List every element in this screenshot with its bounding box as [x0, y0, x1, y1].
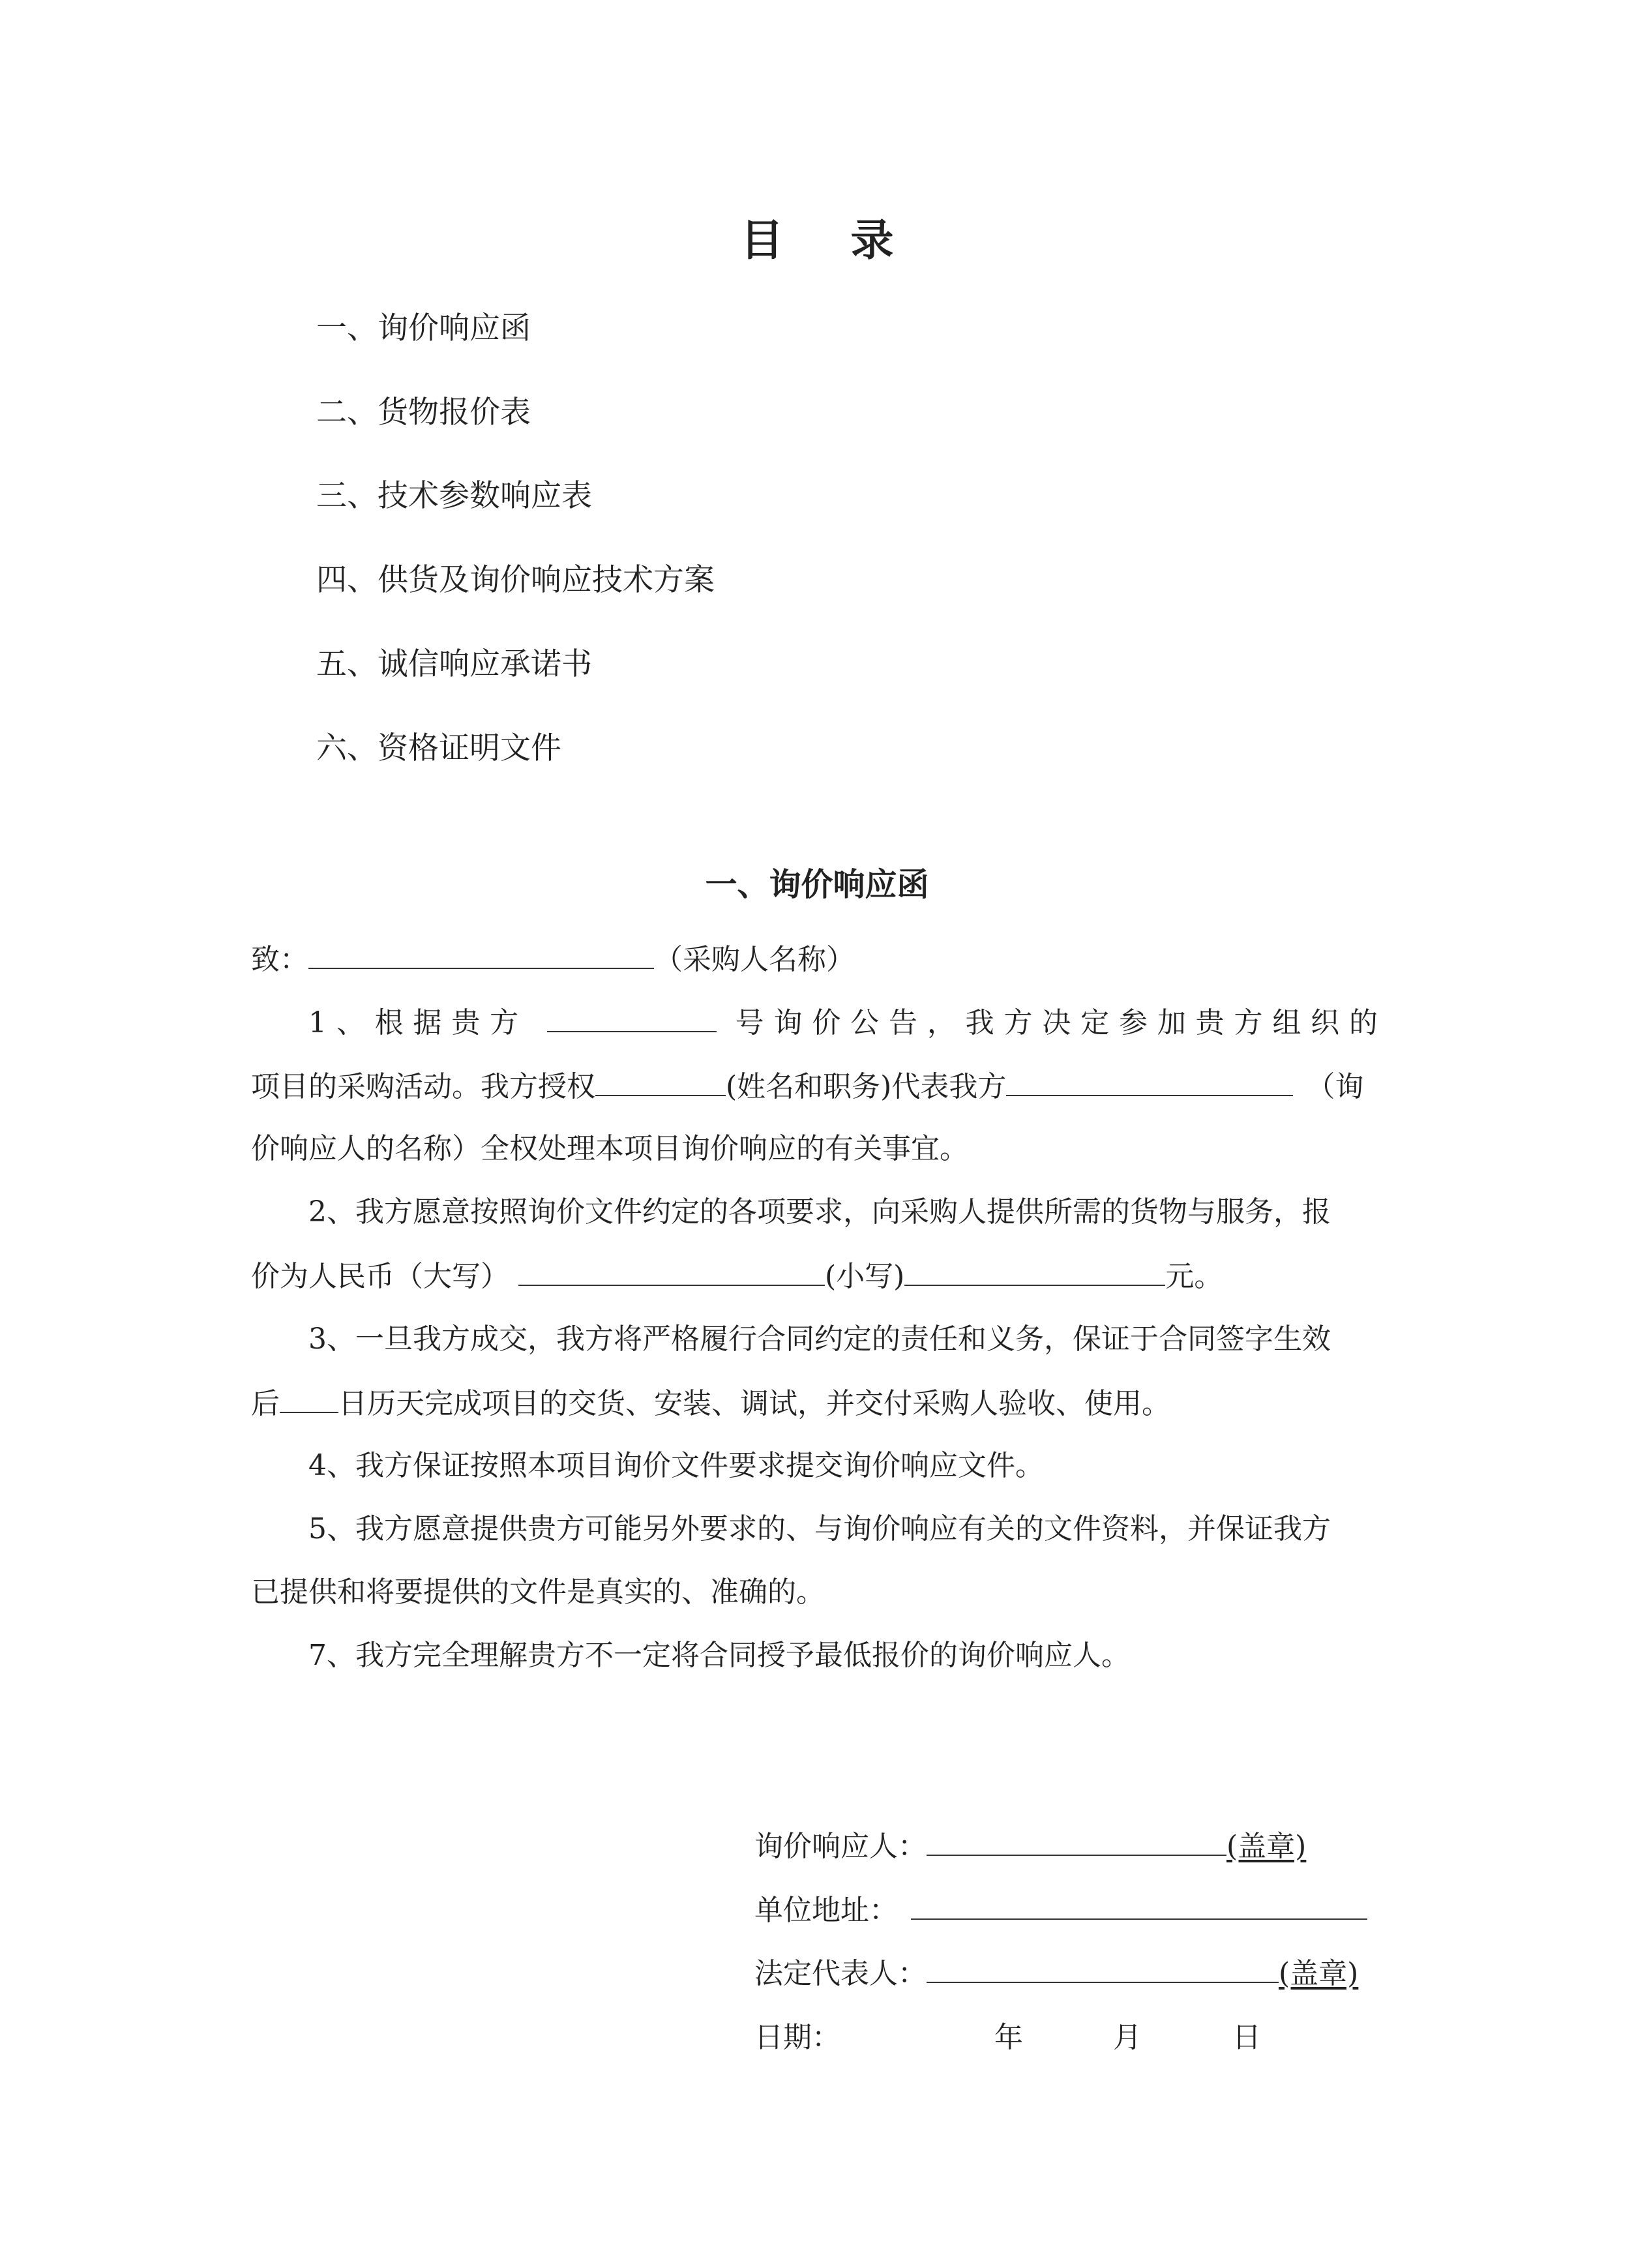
toc-item-3: 三、技术参数响应表 [316, 478, 592, 514]
legal-rep-seal: (盖章) [1279, 1957, 1359, 1990]
responder-name-blank[interactable] [1006, 1066, 1293, 1096]
p7-line: 7、我方完全理解贵方不一定将合同授予最低报价的询价响应人。 [308, 1639, 1130, 1672]
address-label: 单位地址： [754, 1894, 898, 1927]
p1-text-b: 号询价公告，我方决定参加贵方组织的 [735, 1006, 1378, 1039]
date-month: 月 [1113, 2021, 1142, 2054]
toc-title: 目 录 [740, 215, 920, 265]
address-blank[interactable] [911, 1890, 1367, 1920]
date-year: 年 [994, 2021, 1023, 2054]
p3-text-b: 后 [251, 1387, 280, 1420]
p2-line2 [251, 1256, 1223, 1295]
toc-item-2: 二、货物报价表 [316, 395, 531, 430]
legal-rep-blank[interactable] [927, 1953, 1279, 1983]
p1-line1 [308, 1002, 1378, 1041]
p3-line2 [251, 1383, 1170, 1422]
purchaser-name-blank[interactable] [308, 939, 654, 969]
p3-line1: 3、一旦我方成交，我方将严格履行合同约定的责任和义务，保证于合同签字生效 [308, 1322, 1331, 1356]
p1-line3: 价响应人的名称）全权处理本项目询价响应的有关事宜。 [251, 1132, 968, 1165]
legal-rep-row [754, 1950, 1358, 1992]
announcement-number-blank[interactable] [547, 1002, 717, 1032]
responder-row [754, 1823, 1306, 1864]
toc-item-5: 五、诚信响应承诺书 [316, 646, 592, 682]
price-uppercase-blank[interactable] [518, 1256, 825, 1286]
toc-item-1: 一、询价响应函 [316, 310, 531, 346]
letter-title: 一、询价响应函 [705, 865, 929, 903]
delivery-days-blank[interactable] [280, 1383, 338, 1413]
p2-text-c: (小写) [825, 1260, 905, 1293]
to-line [251, 939, 855, 978]
to-suffix: （采购人名称） [654, 943, 855, 976]
date-label: 日期： [754, 2021, 840, 2054]
p1-text-a: 1、根据贵方 [308, 1006, 528, 1039]
p1-text-c: 项目的采购活动。我方授权 [251, 1070, 595, 1103]
responder-blank[interactable] [927, 1826, 1226, 1856]
p4-line: 4、我方保证按照本项目询价文件要求提交询价响应文件。 [308, 1449, 1044, 1482]
p1-text-e: （询 [1306, 1070, 1364, 1103]
price-lowercase-blank[interactable] [904, 1256, 1165, 1286]
p2-text-d: 元。 [1165, 1260, 1223, 1293]
toc-item-6: 六、资格证明文件 [316, 730, 561, 766]
p3-text-c: 日历天完成项目的交货、安装、调试，并交付采购人验收、使用。 [338, 1387, 1170, 1420]
p2-line1: 2、我方愿意按照询价文件约定的各项要求，向采购人提供所需的货物与服务，报 [308, 1195, 1331, 1229]
p5-line2: 已提供和将要提供的文件是真实的、准确的。 [251, 1575, 825, 1609]
legal-rep-label: 法定代表人： [754, 1957, 927, 1990]
to-prefix: 致： [251, 943, 308, 976]
responder-seal: (盖章) [1226, 1830, 1307, 1863]
p5-line1: 5、我方愿意提供贵方可能另外要求的、与询价响应有关的文件资料，并保证我方 [308, 1512, 1331, 1545]
p1-text-d: (姓名和职务)代表我方 [726, 1070, 1007, 1103]
authorized-person-blank[interactable] [595, 1066, 726, 1096]
address-row [754, 1887, 1367, 1928]
responder-label: 询价响应人： [754, 1830, 927, 1863]
p2-text-b: 价为人民币（大写） [251, 1260, 509, 1293]
toc-item-4: 四、供货及询价响应技术方案 [316, 562, 715, 598]
date-day: 日 [1232, 2021, 1261, 2054]
p1-line2 [251, 1066, 1363, 1105]
